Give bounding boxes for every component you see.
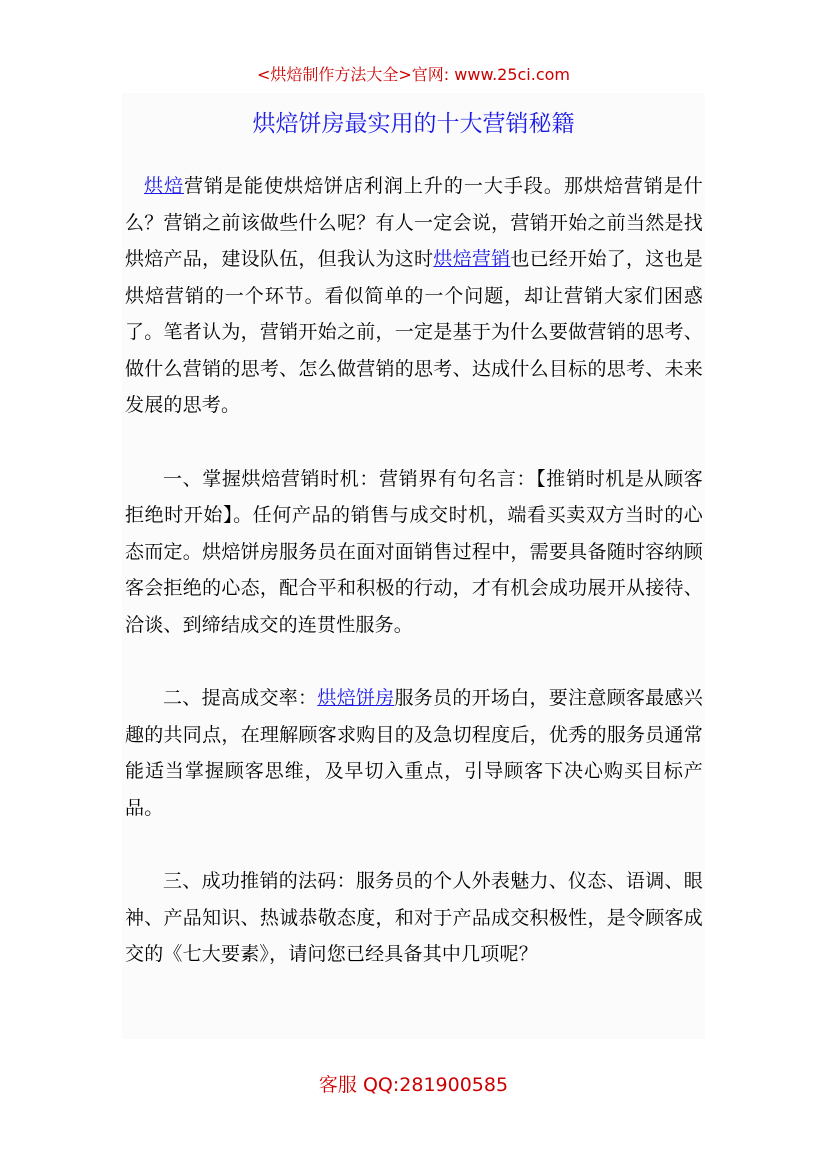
section-3-text: 三、成功推销的法码：服务员的个人外表魅力、仪态、语调、眼神、产品知识、热诚恭敬态度，和对于产品成交积极性，是令顾客成交的《七大要素》，请问您已经具备其中几项呢？ [125, 870, 703, 965]
paragraph-section-1 [125, 461, 703, 644]
article-body [125, 168, 703, 1010]
paragraph-intro [125, 168, 703, 424]
link-hongbei-bingfang[interactable]: 烘焙饼房 [317, 687, 395, 709]
section-2-text-1: 二、提高成交率： [163, 687, 318, 709]
paragraph-section-2 [125, 680, 703, 826]
section-1-text: 一、掌握烘焙营销时机：营销界有句名言：【推销时机是从顾客拒绝时开始】。任何产品的销售与成交时机，端看买卖双方当时的心态而定。烘焙饼房服务员在面对面销售过程中，需要具备随时容纳顾客会拒绝的心态，配合平和积极的行动，才有机会成功展开从接待、洽谈、到缔结成交的连贯性服务。 [125, 467, 703, 636]
intro-text-2: 也已经开始了，这也是烘焙营销的一个环节。看似简单的一个问题，却让营销大家们困惑了。笔者认为，营销开始之前，一定是基于为什么要做营销的思考、做什么营销的思考、怎么做营销的思考、达成什么目标的思考、未来发展的思考。 [125, 248, 703, 416]
intro-text-1: 营销是能使烘焙饼店利润上升的一大手段。那烘焙营销是什么？营销之前该做些什么呢？有人一定会说，营销开始之前当然是找烘焙产品，建设队伍，但我认为这时 [125, 175, 704, 270]
link-hongbei-yingxiao[interactable]: 烘焙营销 [433, 248, 511, 270]
header-text: <烘焙制作方法大全>官网: www.25ci.com [256, 65, 571, 84]
footer-contact: 客服 QQ:281900585 [318, 1074, 509, 1096]
section-2-text-2: 服务员的开场白，要注意顾客最感兴趣的共同点，在理解顾客求购目的及急切程度后，优秀的服务员通常能适当掌握顾客思维，及早切入重点，引导顾客下决心购买目标产品。 [125, 687, 703, 819]
site-header [0, 64, 827, 86]
paragraph-section-3 [125, 863, 703, 973]
page-title: 烘焙饼房最实用的十大营销秘籍 [252, 111, 575, 137]
link-hongbei[interactable]: 烘焙 [144, 175, 184, 197]
